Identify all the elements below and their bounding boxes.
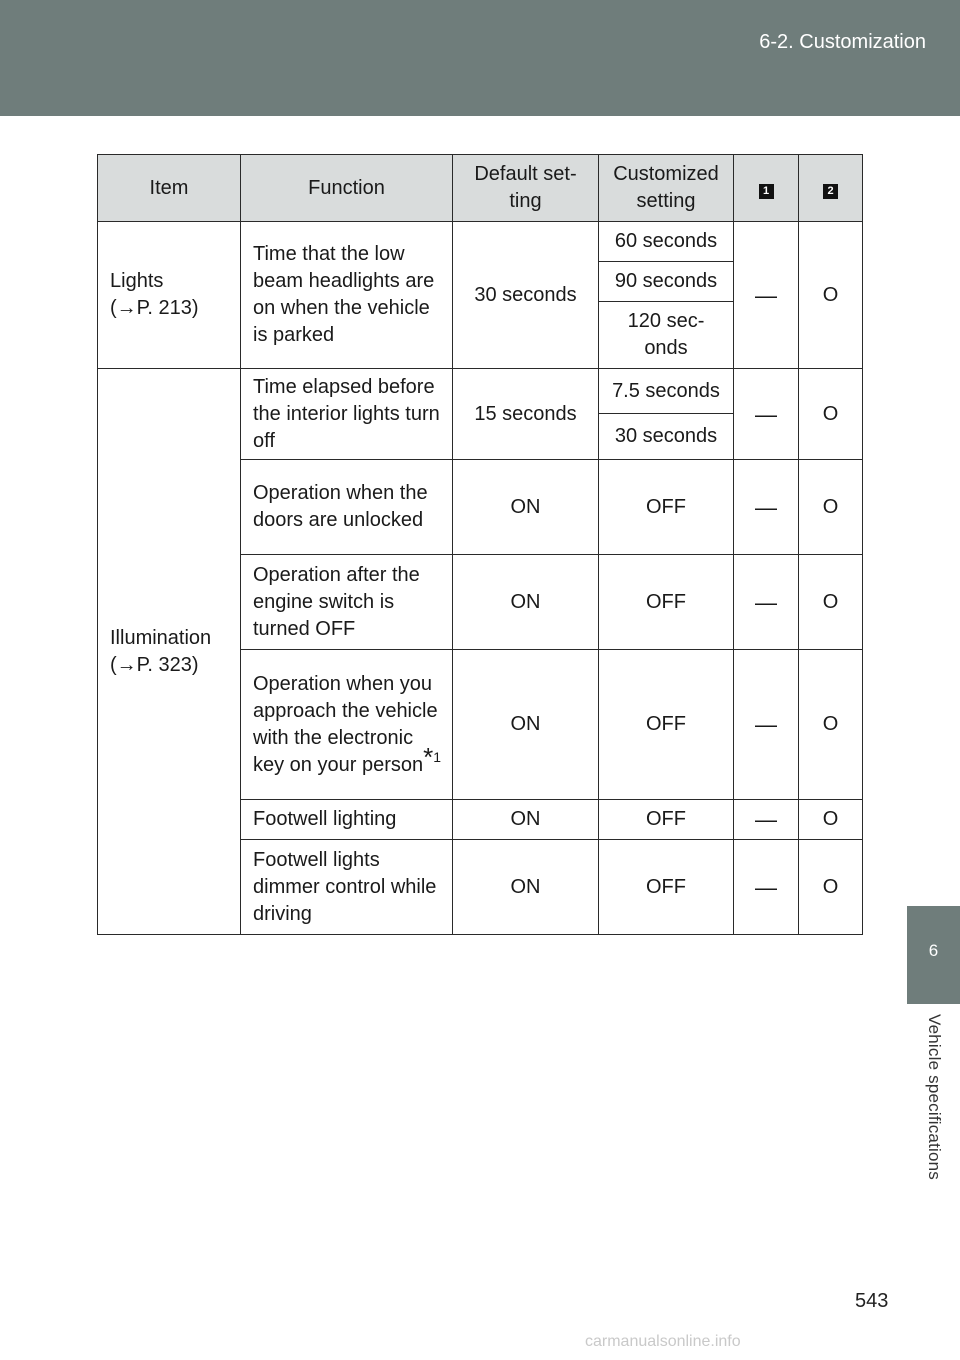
function-cell: Footwell lights dimmer control while driving	[241, 840, 453, 935]
default-cell: 15 seconds	[453, 369, 599, 460]
method-2-cell: O	[799, 222, 863, 369]
page-number: 543	[855, 1290, 889, 1312]
col-header-function: Function	[241, 155, 453, 222]
chapter-number: 6	[928, 941, 939, 960]
table-row	[98, 222, 863, 262]
custom-cell: OFF	[599, 650, 734, 800]
item-label: Illumination	[110, 626, 212, 649]
custom-cell: OFF	[599, 800, 734, 840]
method-2-cell: O	[799, 840, 863, 935]
option-cell: 7.5 seconds	[599, 369, 734, 414]
default-cell: ON	[453, 460, 599, 555]
col-header-method-2	[799, 155, 863, 222]
customization-table	[97, 154, 863, 935]
function-cell	[241, 650, 453, 800]
page-ref: (→P. 323)	[110, 653, 199, 676]
table-header-row	[98, 155, 863, 222]
method-2-cell: O	[799, 369, 863, 460]
method-1-cell: —	[734, 222, 799, 369]
option-cell: 60 seconds	[599, 222, 734, 262]
function-cell: Operation when the doors are unlocked	[241, 460, 453, 555]
header-section-title	[759, 31, 926, 54]
method-1-cell: —	[734, 840, 799, 935]
method-1-cell: —	[734, 555, 799, 650]
header-section-name: Customization	[799, 31, 926, 53]
method-2-cell: O	[799, 800, 863, 840]
default-cell: ON	[453, 555, 599, 650]
method-1-cell: —	[734, 369, 799, 460]
item-illumination	[98, 369, 241, 935]
footnote-number: 1	[433, 748, 442, 765]
col-header-method-1	[734, 155, 799, 222]
method-2-cell: O	[799, 555, 863, 650]
default-cell: ON	[453, 650, 599, 800]
footnote-asterisk: *	[423, 741, 434, 772]
method-1-cell: —	[734, 460, 799, 555]
option-cell: 120 sec- onds	[599, 302, 734, 369]
item-label: Lights	[110, 270, 164, 292]
header-bar	[0, 0, 960, 116]
option-cell: 90 seconds	[599, 262, 734, 302]
function-text: Operation when you approach the vehicle with the electronic key on your person	[253, 672, 438, 776]
method-1-cell: —	[734, 650, 799, 800]
method-1-cell: —	[734, 800, 799, 840]
default-cell: ON	[453, 840, 599, 935]
method-2-cell: O	[799, 460, 863, 555]
default-cell: 30 seconds	[453, 222, 599, 369]
watermark: carmanualsonline.info	[585, 1333, 741, 1350]
option-cell: 30 seconds	[599, 414, 734, 460]
custom-cell: OFF	[599, 840, 734, 935]
function-cell: Time that the low beam headlights are on when the vehicle is parked	[241, 222, 453, 369]
method-2-cell: O	[799, 650, 863, 800]
function-cell: Operation after the engine switch is turned OFF	[241, 555, 453, 650]
col-header-default: Default set- ting	[453, 155, 599, 222]
default-cell: ON	[453, 800, 599, 840]
method-1-icon: 1	[759, 184, 774, 199]
col-header-customized: Customized setting	[599, 155, 734, 222]
chapter-tab	[907, 906, 960, 1004]
col-header-item: Item	[98, 155, 241, 222]
chapter-label: Vehicle specifications	[925, 1014, 944, 1180]
method-2-icon: 2	[823, 184, 838, 199]
footnote-ref	[423, 741, 442, 772]
custom-cell: OFF	[599, 460, 734, 555]
header-page-ref: 6-2.	[759, 31, 794, 53]
function-cell: Footwell lighting	[241, 800, 453, 840]
custom-cell: OFF	[599, 555, 734, 650]
table-row	[98, 369, 863, 414]
item-lights	[98, 222, 241, 369]
function-cell: Time elapsed before the interior lights turn off	[241, 369, 453, 460]
page-ref: (→P. 213)	[110, 297, 199, 319]
